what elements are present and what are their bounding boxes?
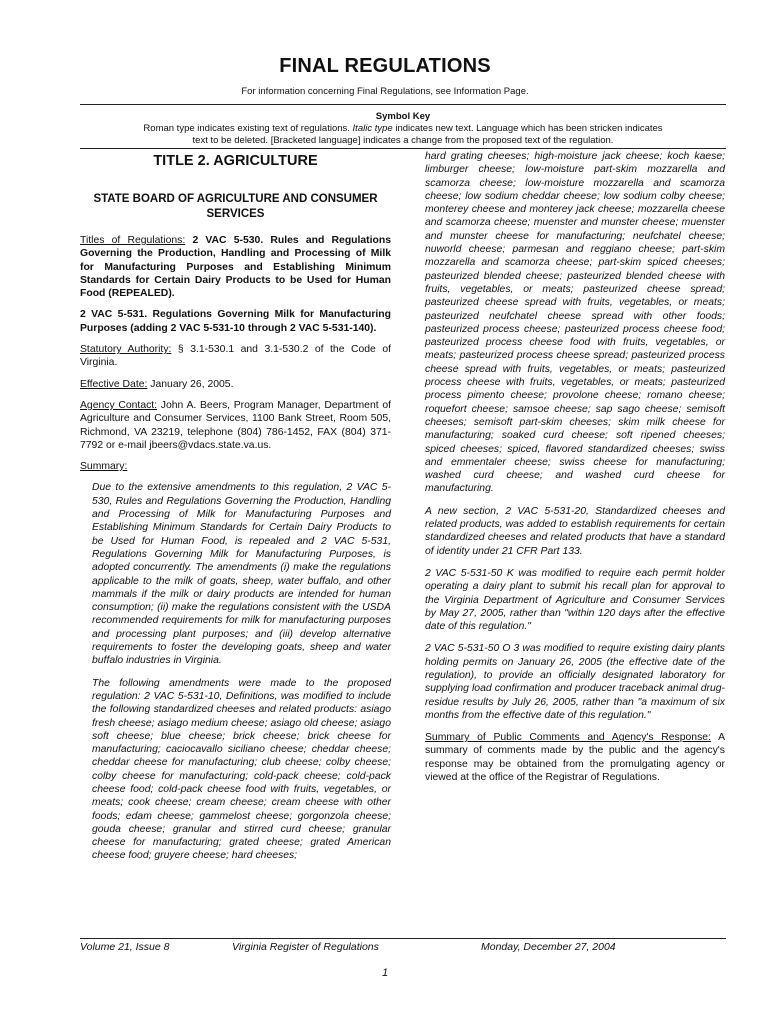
regulation-531-title: 2 VAC 5-531. Regulations Governing Milk for Manufacturing Purposes (adding 2 VAC 5-531-10 through 2 VAC 5-531-140).	[80, 309, 391, 334]
symbol-key	[90, 111, 716, 147]
summary-of-comments	[425, 731, 725, 784]
left-column	[80, 150, 391, 872]
statutory-authority	[80, 343, 391, 370]
summary-paragraph-1: Due to the extensive amendments to this regulation, 2 VAC 5-530, Rules and Regulations Governing the Production, Handling and Processing of Milk for Manufacturing Purposes and Establishing Minimum Standards for Certain Dairy Products to be Used for Human Food, is repealed and 2 VAC 5-531, Regulations Governing Milk for Manufacturing Purposes, is adopted concurrently. The amendments (i) make the regulations applicable to the milk of goats, sheep, water buffalo, and other mammals if the milk or dairy products are intended for human consumption; (ii) make the regulations consistent with the USDA recommended requirements for milk for manufacturing purposes and processing plant purposes; and (iii) develop alternative requirements to foster the developing goats, sheep and water buffalo industries in Virginia.	[92, 482, 391, 667]
summary-heading	[80, 460, 391, 473]
symbol-key-roman: Roman type indicates existing text of regulations.	[143, 123, 350, 134]
agency-contact	[80, 399, 391, 452]
top-divider	[80, 104, 726, 105]
summary-comments-text: A summary of comments made by the public and the agency's response may be obtained from the promulgating agency or viewed at the office of the Registrar of Regulations.	[425, 732, 725, 784]
summary-paragraph-2: The following amendments were made to the proposed regulation: 2 VAC 5-531-10, Definitions, was modified to include the following standardized cheeses and related products: asiago fresh cheese; asiago medium cheese; asiago old cheese; asiago soft cheese; blue cheese; brick cheese; brick cheese for manufacturing; caciocavallo siciliano cheese; cheddar cheese; cheddar cheese for manufacturing; club cheese; colby cheese; colby cheese for manufacturing; cold-pack cheese; cold-pack cheese food; cold-pack cheese food with fruits, vegetables, or meats; cook cheese; cream cheese; cream cheese with other foods; edam cheese; gammelost cheese; gorgonzola cheese; gouda cheese; granular and stirred curd cheese; granular cheese for manufacturing; grated cheese; grated American cheese food; gruyere cheese; hard cheeses;	[92, 677, 391, 862]
contact-text: John A. Beers, Program Manager, Department of Agriculture and Consumer Services, 1100 Bank Street, Room 505, Richmond, VA 23219, telephone (804) 786-1452, FAX (804) 371-7792 or e-mail jbeers@vdacs.state.va.us.	[80, 399, 391, 451]
footer-publication: Virginia Register of Regulations	[232, 941, 379, 953]
footer-volume: Volume 21, Issue 8	[80, 941, 170, 953]
section-50o-paragraph: 2 VAC 5-531-50 O 3 was modified to require existing dairy plants holding permits on January 26, 2005 (the effective date of the regulation), to provide an officially designated laboratory for supplying load confirmation and producer traceback animal drug-residue results by July 26, 2005, rather than "a maximum of six months from the effective date of this regulation."	[425, 643, 725, 721]
authority-label: Statutory Authority:	[80, 344, 172, 356]
summary-label: Summary:	[80, 461, 128, 473]
cheese-list-continued: hard grating cheeses; high-moisture jack cheese; koch kaese; limburger cheese; low-moisture part-skim mozzarella and scamorza cheese; low-moisture mozzarella and scamorza cheese; low sodium cheddar cheese; low sodium colby cheese; monterey cheese and monterey jack cheese; mozzarella cheese and scamorza cheese; muenster and munster cheese; muenster and munster cheese for manufacturing; neufchatel cheese; nuworld cheese; parmesan and reggiano cheese; part-skim mozzarella and scamorza cheese; part-skim spiced cheeses; pasteurized blended cheese; pasteurized blended cheese with fruits, vegetables, or meats; pasteurized cheese spread; pasteurized cheese spread with fruits, vegetables, or meats; pasteurized neufchatel cheese spread with other foods; pasteurized process cheese; pasteurized process cheese food; pasteurized process cheese food with fruits, vegetables, or meats; pasteurized process cheese spread; pasteurized process cheese spread with fruits, vegetables, or meats; pasteurized process cheese with fruits, vegetables, or meats; pasteurized process pimento cheese; provolone cheese; romano cheese; roquefort cheese; samsoe cheese; sap sago cheese; semisoft cheeses; semisoft part-skim cheeses; skim milk cheese for manufacturing; soaked curd cheese; soft ripened cheeses; spiced cheeses; spiced, flavored standardized cheeses; swiss and emmentaler cheese; swiss cheese for manufacturing; washed curd cheese; and washed curd cheese for manufacturing.	[425, 151, 725, 495]
titles-text: 2 VAC 5-530. Rules and Regulations Governing the Production, Handling and Processing of Milk for Manufacturing Purposes and Establishing Minimum Standards for Certain Dairy Products to be Used for Human Food (REPEALED).	[80, 235, 391, 300]
symbol-key-line-1	[90, 123, 716, 135]
symbol-key-title: Symbol Key	[375, 111, 431, 122]
symbol-key-new-text: indicates new text. Language which has been stricken indicates	[395, 123, 663, 134]
footer-divider	[80, 938, 726, 939]
section-title: TITLE 2. AGRICULTURE	[153, 153, 318, 169]
summary-comments-label: Summary of Public Comments and Agency's Response:	[425, 732, 711, 744]
section-50k-paragraph: 2 VAC 5-531-50 K was modified to require each permit holder operating a dairy plant to submit his recall plan for approval to the Virginia Department of Agriculture and Consumer Services by May 27, 2005, rather than "within 120 days after the effective date of this regulation."	[425, 567, 725, 633]
titles-label: Titles of Regulations:	[80, 235, 186, 246]
new-section-paragraph: A new section, 2 VAC 5-531-20, Standardized cheeses and related products, was added to establish requirements for certain standardized cheeses and related products that have a standard of identity under 21 CFR Part 133.	[425, 505, 725, 557]
effective-label: Effective Date:	[80, 378, 148, 390]
board-heading: STATE BOARD OF AGRICULTURE AND CONSUMER SERVICES	[93, 193, 378, 220]
authority-text: § 3.1-530.1 and 3.1-530.2 of the Code of Virginia.	[80, 344, 391, 369]
symbol-key-line-2: text to be deleted. [Bracketed language] indicates a change from the proposed text of the regulation.	[192, 135, 614, 146]
page-title: FINAL REGULATIONS	[279, 55, 491, 77]
info-line: For information concerning Final Regulations, see Information Page.	[241, 86, 529, 97]
page-number: 1	[381, 967, 389, 979]
titles-of-regulations	[80, 234, 391, 300]
symbol-key-italic: Italic type	[352, 123, 393, 134]
footer-date: Monday, December 27, 2004	[481, 941, 616, 953]
effective-date	[80, 378, 391, 391]
symbol-key-divider	[80, 148, 726, 149]
contact-label: Agency Contact:	[80, 399, 158, 411]
effective-text: January 26, 2005.	[150, 378, 234, 390]
right-column	[425, 150, 725, 792]
